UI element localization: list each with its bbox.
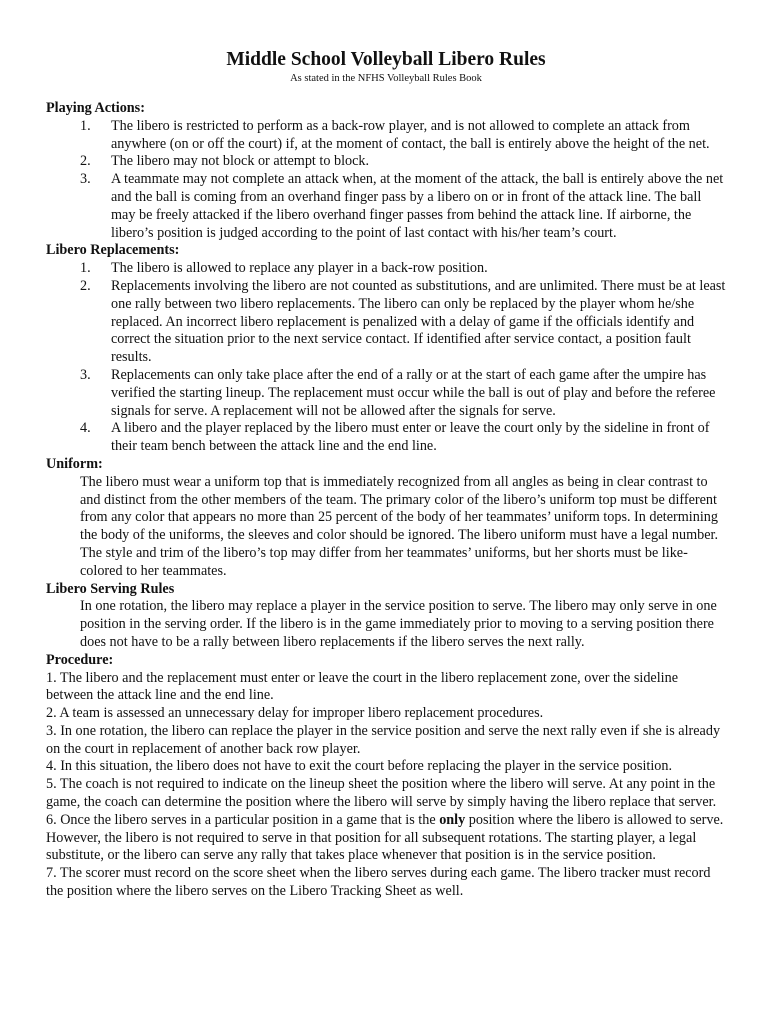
list-item [46, 118, 726, 154]
procedure-item: 3. In one rotation, the libero can replace the player in the service position and serve the next rally even if she is already on the court in replacement of another back row player. [46, 722, 721, 757]
item-text: Replacements involving the libero are not counted as substitutions, and are unlimited. There must be at least one rally between two libero replacements. The libero can only be replaced by the player whom he/she replaced. An incorrect libero replacement is penalized with a delay of game if the officials identify and correct the situation prior to the next service contact. If identified after service contact, a position fault results. [111, 277, 726, 366]
item-text: The libero may not block or attempt to block. [111, 153, 370, 170]
item-number: 1. [80, 260, 91, 277]
item-text: The libero is allowed to replace any player in a back-row position. [111, 260, 488, 277]
list-item [46, 260, 726, 278]
procedure-item: 7. The scorer must record on the score sheet when the libero serves during each game. The libero tracker must record the position where the libero serves on the Libero Tracking Sheet as well. [46, 865, 711, 900]
item-number: 2. [80, 153, 91, 170]
item-number: 4. [80, 420, 91, 437]
section-paragraph: In one rotation, the libero may replace a player in the service position to serve. The libero may only serve in one position in the serving order. If the libero is in the game immediately prior to moving to a serving position there does not have to be a rally between libero replacements if the libero serves the next rally. [80, 598, 717, 650]
section-heading: Libero Replacements: [46, 242, 180, 259]
procedure-item: 1. The libero and the replacement must enter or leave the court in the libero replacement zone, over the sideline between the attack line and the end line. [46, 669, 679, 704]
section-procedure [46, 652, 726, 901]
section-heading: Procedure: [46, 651, 114, 668]
list-item [46, 153, 726, 171]
list-item [46, 171, 726, 242]
procedure-item [46, 812, 726, 865]
procedure-item: 4. In this situation, the libero does not have to exit the court before replacing the player in the service position. [46, 758, 673, 775]
item-text: The libero is restricted to perform as a back-row player, and is not allowed to complete an attack from anywhere (on or off the court) if, at the moment of contact, the ball is entirely above the height of the net. [111, 117, 710, 152]
page-subtitle: As stated in the NFHS Volleyball Rules Book [290, 73, 482, 84]
item-text: A teammate may not complete an attack when, at the moment of the attack, the ball is entirely above the net and the ball is coming from an overhand finger pass by a libero on or in front of the attack line. The ball may be freely attacked if the libero overhand finger passes from behind the attack line. If airborne, the libero’s position is judged according to the point of last contact with his/her team’s court. [111, 171, 724, 241]
page-title: Middle School Volleyball Libero Rules [226, 49, 546, 70]
procedure-item: 2. A team is assessed an unnecessary delay for improper libero replacement procedures. [46, 705, 544, 722]
item-number: 3. [80, 366, 91, 383]
item-number: 3. [80, 171, 91, 188]
procedure-item: 5. The coach is not required to indicate on the lineup sheet the position where the libero will serve. At any point in the game, the coach can determine the position where the libero will serve by simply having the libero replace that server. [46, 776, 717, 811]
procedure-text: position where the libero is allowed to serve. However, the libero is not required to serve in that position for all subsequent rotations. The starting player, a legal substitute, or the libero can serve any rally that takes place whenever that position is in the service position. [46, 811, 724, 864]
section-playing-actions [46, 100, 726, 242]
section-heading: Playing Actions: [46, 100, 145, 116]
section-heading: Libero Serving Rules [46, 580, 175, 597]
list-item [46, 420, 726, 456]
item-text: A libero and the player replaced by the libero must enter or leave the court only by the sideline in front of their team bench between the attack line and the end line. [111, 420, 710, 455]
list-item [46, 278, 726, 367]
list-item [46, 367, 726, 420]
item-number: 1. [80, 117, 91, 134]
section-paragraph: The libero must wear a uniform top that is immediately recognized from all angles as being in clear contrast to and distinct from the other members of the team. The primary color of the libero’s uniform top must be different from any color that appears no more than 25 percent of the body of her teammates’ uniform tops. In determining the body of the uniforms, the sleeves and color should be ignored. The libero uniform must have a legal number. The style and trim of the libero’s top may differ from her teammates’ uniforms, but her shorts must be like-colored to her teammates. [80, 473, 719, 579]
section-libero-serving [46, 581, 726, 652]
section-libero-replacements [46, 242, 726, 456]
emphasis-only: only [439, 811, 466, 828]
item-text: Replacements can only take place after the end of a rally or at the start of each game after the umpire has verified the starting lineup. The replacement must occur while the ball is out of play and before the referee signals for serve. A replacement will not be allowed after the signals for serve. [111, 366, 716, 419]
item-number: 2. [80, 277, 91, 294]
section-uniform [46, 456, 726, 581]
section-heading: Uniform: [46, 455, 103, 472]
procedure-text: 6. Once the libero serves in a particular position in a game that is the [46, 811, 440, 828]
